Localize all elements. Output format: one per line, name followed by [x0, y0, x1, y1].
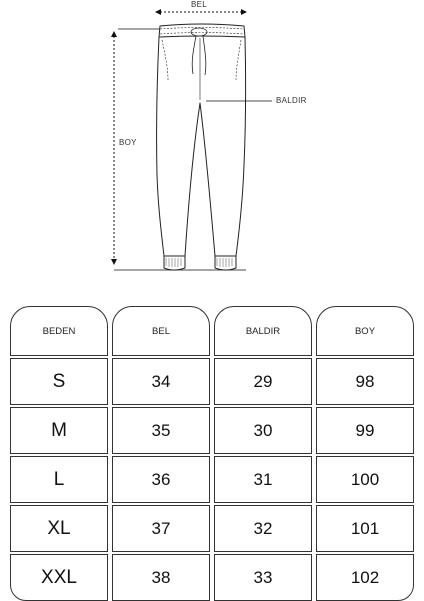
- length-cell: 101: [316, 505, 414, 552]
- header-calf: BALDIR: [214, 306, 312, 356]
- pants-illustration: [0, 0, 424, 285]
- calf-cell: 30: [214, 407, 312, 454]
- waist-cell: 38: [112, 554, 210, 601]
- length-cell: 100: [316, 456, 414, 503]
- size-table: [10, 306, 414, 596]
- calf-cell: 33: [214, 554, 312, 601]
- pants-diagram: [0, 0, 424, 285]
- header-length: BOY: [316, 306, 414, 356]
- waist-cell: 37: [112, 505, 210, 552]
- size-cell: XL: [10, 505, 108, 552]
- length-cell: 98: [316, 358, 414, 405]
- length-cell: 102: [316, 554, 414, 601]
- pants-outline: [157, 24, 246, 270]
- waist-cell: 35: [112, 407, 210, 454]
- calf-label: BALDIR: [276, 96, 307, 105]
- length-cell: 99: [316, 407, 414, 454]
- waist-cell: 36: [112, 456, 210, 503]
- size-cell: L: [10, 456, 108, 503]
- waist-label: BEL: [191, 0, 208, 9]
- calf-cell: 32: [214, 505, 312, 552]
- size-cell: M: [10, 407, 108, 454]
- size-cell: S: [10, 358, 108, 405]
- calf-cell: 29: [214, 358, 312, 405]
- size-cell: XXL: [10, 554, 108, 601]
- length-label: BOY: [119, 138, 137, 147]
- header-waist: BEL: [112, 306, 210, 356]
- waist-cell: 34: [112, 358, 210, 405]
- header-size: BEDEN: [10, 306, 108, 356]
- calf-cell: 31: [214, 456, 312, 503]
